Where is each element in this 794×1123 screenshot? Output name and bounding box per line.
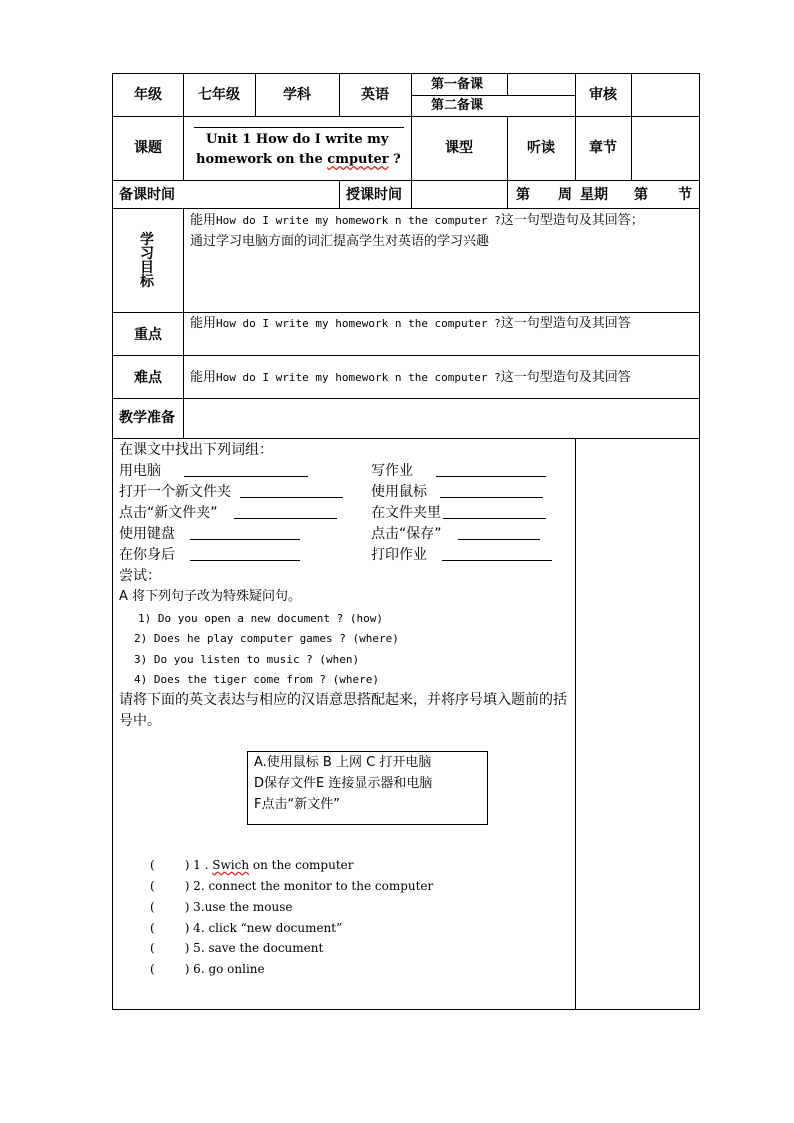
schedule-period-prefix: 第 <box>634 187 648 203</box>
goals-text: 能用 <box>190 213 217 228</box>
match-instruction: 请将下面的英文表达与相应的汉语意思搭配起来，并将序号填入题前的括 <box>119 692 567 708</box>
answer-paren[interactable]: ( <box>150 941 155 955</box>
phrase-right: 写作业 <box>371 463 413 479</box>
grade-value: 七年级 <box>198 87 240 103</box>
match-item <box>150 961 265 977</box>
options-line: F点击“新文件” <box>254 797 340 812</box>
answer-blank[interactable] <box>458 527 540 540</box>
try-label: 尝试： <box>119 568 161 584</box>
teach-time-label: 授课时间 <box>346 187 402 203</box>
teaching-prep-label: 教学准备 <box>119 410 175 426</box>
goals-label-char: 标 <box>140 274 154 290</box>
key-point-text <box>190 316 631 332</box>
answer-blank[interactable] <box>184 464 308 477</box>
match-number: ) 1 . <box>184 858 213 872</box>
answer-blank[interactable] <box>436 464 546 477</box>
goals-line-1 <box>190 213 644 229</box>
key-point-label: 重点 <box>134 327 162 343</box>
answer-paren[interactable]: ( <box>150 921 155 935</box>
difficulty-sentence: How do I write my homework n the computer ? <box>216 371 501 384</box>
difficulty-text <box>190 370 631 386</box>
match-number: ) 4. <box>184 921 209 935</box>
review-label: 审核 <box>589 87 617 103</box>
grade-label: 年级 <box>134 87 162 103</box>
answer-blank[interactable] <box>190 527 300 540</box>
question-item: 4) Does the tiger come from ? (where) <box>134 673 380 686</box>
subject-value: 英语 <box>361 87 389 103</box>
goals-sentence: How do I write my homework n the computer ? <box>216 214 501 227</box>
goals-label-char: 学 <box>140 232 154 248</box>
match-item <box>150 940 323 956</box>
match-text: use the mouse <box>204 900 293 914</box>
answer-blank[interactable] <box>190 548 300 561</box>
goals-label-char: 目 <box>140 260 154 276</box>
goals-text: 这一句型造句及其回答； <box>500 213 644 228</box>
match-item <box>150 920 342 936</box>
phrase-right: 在文件夹里 <box>371 505 441 521</box>
schedule-week: 周 <box>558 187 572 203</box>
chapter-label: 章节 <box>589 140 617 156</box>
match-text: click “new document” <box>208 921 343 935</box>
answer-paren[interactable]: ( <box>150 900 155 914</box>
first-prep-label: 第一备课 <box>431 77 484 92</box>
match-item <box>150 878 433 894</box>
intro-text: 在课文中找出下列词组： <box>119 442 273 458</box>
schedule-weekday: 星期 <box>580 187 608 203</box>
lesson-type-value: 听读 <box>527 140 555 156</box>
prep-time-label: 备课时间 <box>119 187 175 203</box>
phrase-right: 点击“保存” <box>371 526 442 542</box>
answer-blank[interactable] <box>234 506 337 519</box>
difficulty-label: 难点 <box>134 370 162 386</box>
second-prep-label: 第二备课 <box>431 98 484 113</box>
answer-blank[interactable] <box>442 548 552 561</box>
match-text: on the computer <box>249 858 354 872</box>
answer-paren[interactable]: ( <box>150 879 155 893</box>
topic-title-line1: Unit 1 How do I write my <box>206 132 389 147</box>
phrase-right: 使用鼠标 <box>371 484 427 500</box>
match-instruction-cont: 号中。 <box>119 713 161 729</box>
lesson-type-label: 课型 <box>445 140 473 156</box>
answer-paren[interactable]: ( <box>150 962 155 976</box>
question-item: 1) Do you open a new document ? (how) <box>138 612 384 625</box>
schedule-period: 节 <box>678 187 692 203</box>
match-text: connect the monitor to the computer <box>208 879 434 893</box>
topic-title-line2 <box>196 152 401 168</box>
topic-title-text: homework on the <box>196 152 328 167</box>
goals-label-char: 习 <box>140 246 154 262</box>
match-item <box>150 899 293 915</box>
match-number: ) 3. <box>184 900 205 914</box>
misspelled-word: cmputer <box>327 152 389 167</box>
section-a-heading: A 将下列句子改为特殊疑问句。 <box>119 589 302 604</box>
options-line: A.使用鼠标 B 上网 C 打开电脑 <box>254 755 432 770</box>
options-box <box>247 751 488 825</box>
schedule-week-prefix: 第 <box>516 187 530 203</box>
phrase-left: 打开一个新文件夹 <box>119 484 231 500</box>
match-text: save the document <box>208 941 324 955</box>
options-line: D保存文件E 连接显示器和电脑 <box>254 776 433 791</box>
topic-label: 课题 <box>134 140 162 156</box>
phrase-left: 点击“新文件夹” <box>119 505 218 521</box>
misspelled-word: Swich <box>212 858 250 872</box>
match-text: go online <box>208 962 265 976</box>
match-number: ) 5. <box>184 941 209 955</box>
phrase-left: 使用键盘 <box>119 526 175 542</box>
question-item: 2) Does he play computer games ? (where) <box>134 632 399 645</box>
match-item <box>150 857 354 873</box>
key-point-cn: 这一句型造句及其回答 <box>500 316 631 331</box>
phrase-left: 用电脑 <box>119 463 161 479</box>
answer-paren[interactable]: ( <box>150 858 155 872</box>
answer-blank[interactable] <box>443 506 546 519</box>
answer-blank[interactable] <box>440 485 543 498</box>
phrase-right: 打印作业 <box>371 547 427 563</box>
phrase-left: 在你身后 <box>119 547 175 563</box>
question-item: 3) Do you listen to music ? (when) <box>134 653 360 666</box>
subject-label: 学科 <box>283 87 311 103</box>
topic-title-end: ? <box>388 152 401 167</box>
key-point-sentence: How do I write my homework n the computer ? <box>216 317 501 330</box>
goals-line-2: 通过学习电脑方面的词汇提高学生对英语的学习兴趣 <box>190 234 490 249</box>
key-point-cn: 能用 <box>190 316 217 331</box>
match-number: ) 2. <box>184 879 209 893</box>
difficulty-cn: 能用 <box>190 370 217 385</box>
answer-blank[interactable] <box>240 485 343 498</box>
difficulty-cn: 这一句型造句及其回答 <box>500 370 631 385</box>
match-number: ) 6. <box>184 962 209 976</box>
